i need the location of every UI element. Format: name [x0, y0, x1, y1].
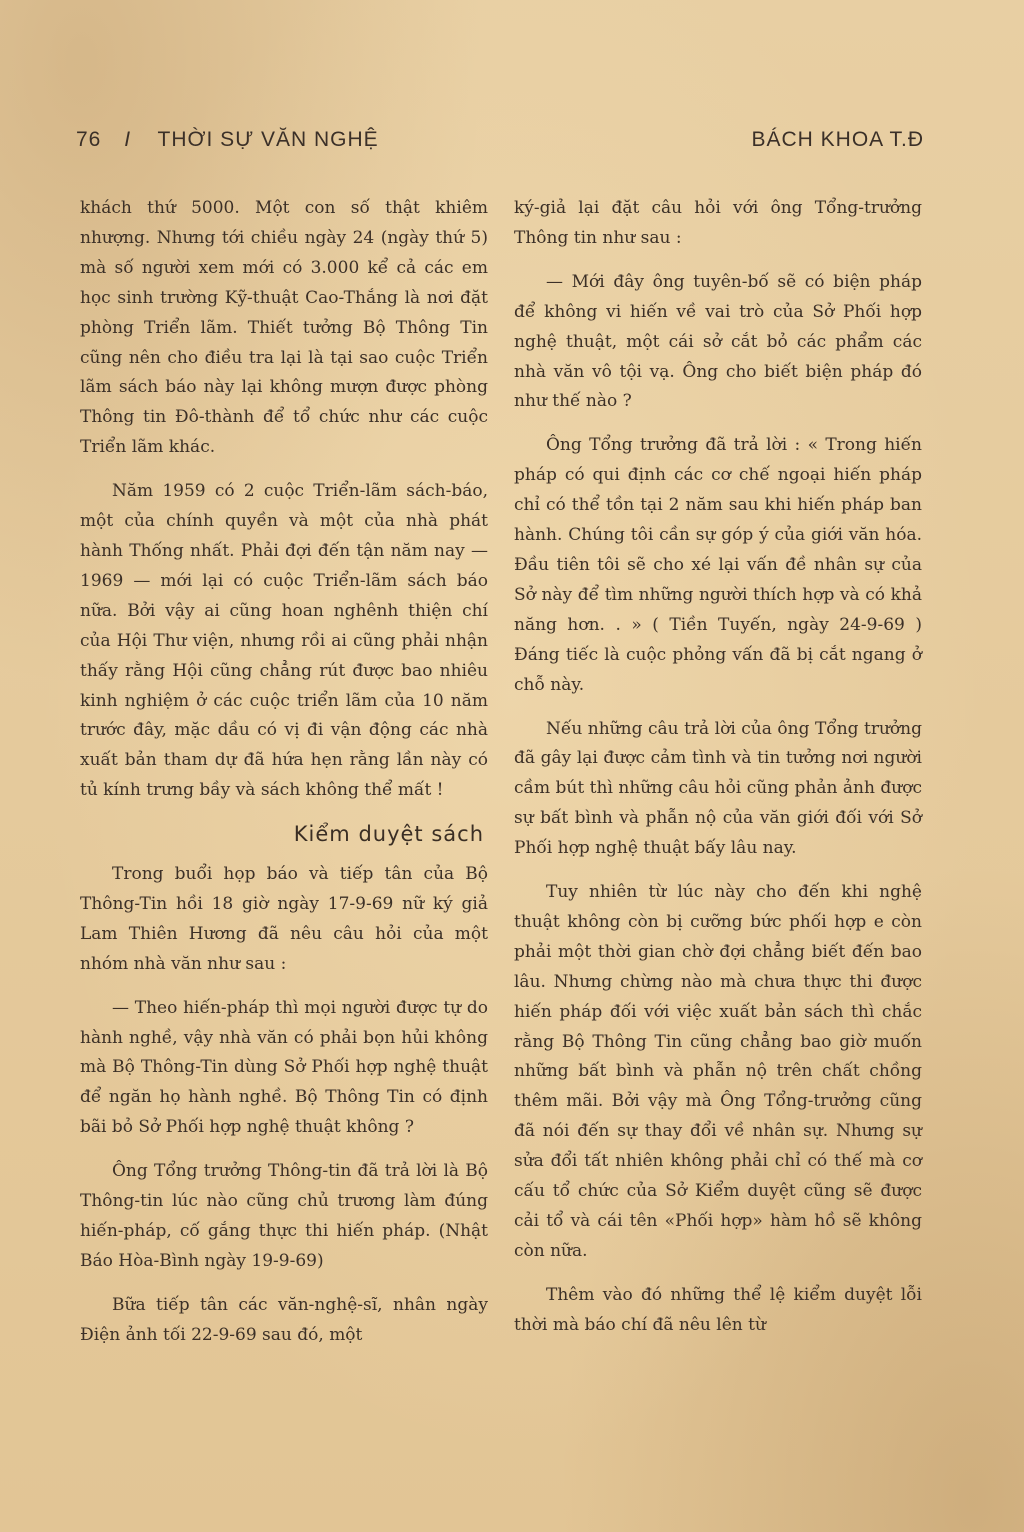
header-separator: I: [124, 128, 132, 151]
section-heading: Kiểm duyệt sách: [293, 822, 484, 847]
section-title: THỜI SỰ VĂN NGHỆ: [157, 128, 379, 151]
paragraph: khách thứ 5000. Một con số thật khiêm nhượng. Nhưng tới chiều ngày 24 (ngày thứ 5) mà số người xem mới có 3.000 kể cả các em học sinh trường Kỹ-thuật Cao-Thắng là nơi đặt phòng Triển lãm. Thiết tưởng Bộ Thông Tin cũng nên cho điều tra lại là tại sao cuộc Triển lãm sách báo này lại không mượn được phòng Thông tin Đô-thành để tổ chức như các cuộc Triển lãm khác.: [80, 198, 488, 458]
right-column: [514, 194, 922, 1341]
paragraph: Ông Tổng trưởng Thông-tin đã trả lời là Bộ Thông-tin lúc nào cũng chủ trương làm đúng hiến-pháp, cố gắng thực thi hiến pháp. (Nhật Báo Hòa-Bình ngày 19-9-69): [80, 1161, 488, 1271]
paragraph: Ông Tổng trưởng đã trả lời : « Trong hiến pháp có qui định các cơ chế ngoại hiến pháp chỉ có thể tồn tại 2 năm sau khi hiến pháp ban hành. Chúng tôi cần sự góp ý của giới văn hóa. Đầu tiên tôi sẽ cho xé lại vấn đề nhân sự của Sở này để tìm những người thích hợp và có khả năng hơn. . » ( Tiền Tuyến, ngày 24-9-69 ) Đáng tiếc là cuộc phỏng vấn đã bị cắt ngang ở chỗ này.: [514, 435, 922, 695]
paragraph: — Mới đây ông tuyên-bố sẽ có biện pháp để không vi hiến về vai trò của Sở Phối hợp nghệ thuật, một cái sở cắt bỏ các phẩm các nhà văn vô tội vạ. Ông cho biết biện pháp đó như thế nào ?: [514, 271, 922, 412]
header-left: [76, 128, 379, 152]
left-column: [80, 194, 488, 1351]
page-number: 76: [76, 128, 102, 151]
page-header: [76, 128, 924, 164]
paragraph: — Theo hiến-pháp thì mọi người được tự do hành nghề, vậy nhà văn có phải bọn hủi không mà Bộ Thông-Tin dùng Sở Phối hợp nghệ thuật để ngăn họ hành nghề. Bộ Thông Tin có định bãi bỏ Sở Phối hợp nghệ thuật không ?: [80, 997, 488, 1138]
paragraph: ký-giả lại đặt câu hỏi với ông Tổng-trưởng Thông tin như sau :: [514, 198, 922, 248]
paragraph: Tuy nhiên từ lúc này cho đến khi nghệ thuật không còn bị cưỡng bức phối hợp e còn phải một thời gian chờ đợi chẳng biết đến bao lâu. Nhưng chừng nào mà chưa thực thi được hiến pháp đối với việc xuất bản sách thì chắc rằng Bộ Thông Tin cũng chẳng bao giờ muốn những bất bình và phẫn nộ trên chất chồng thêm mãi. Bởi vậy mà Ông Tổng-trưởng cũng đã nói đến sự thay đổi về nhân sự. Nhưng sự sửa đổi tất nhiên không phải chỉ có thế mà cơ cấu tổ chức của Sở Kiểm duyệt cũng sẽ được cải tổ và cái tên «Phối hợp» hàm hồ sẽ không còn nữa.: [514, 882, 922, 1261]
paragraph: Bữa tiếp tân các văn-nghệ-sĩ, nhân ngày Điện ảnh tối 22-9-69 sau đó, một: [80, 1294, 488, 1345]
paragraph: Năm 1959 có 2 cuộc Triển-lãm sách-báo, một của chính quyền và một của nhà phát hành Thống nhất. Phải đợi đến tận năm nay — 1969 — mới lại có cuộc Triển-lãm sách báo nữa. Bởi vậy ai cũng hoan nghênh thiện chí của Hội Thư viện, nhưng rồi ai cũng phải nhận thấy rằng Hội cũng chẳng rút được bao nhiêu kinh nghiệm ở các cuộc triển lãm của 10 năm trước đây, mặc dầu có vị đi vận động các nhà xuất bản tham dự đã hứa hẹn rằng lần này có tủ kính trưng bầy và sách không thể mất !: [80, 481, 488, 801]
paragraph: Thêm vào đó những thể lệ kiểm duyệt lỗi thời mà báo chí đã nêu lên từ: [514, 1284, 922, 1335]
magazine-title: BÁCH KHOA T.Đ: [751, 128, 924, 151]
paragraph: Trong buổi họp báo và tiếp tân của Bộ Thông-Tin hồi 18 giờ ngày 17-9-69 nữ ký giả Lam Thiên Hương đã nêu câu hỏi của một nhóm nhà văn như sau :: [80, 864, 488, 974]
paragraph: Nếu những câu trả lời của ông Tổng trưởng đã gây lại được cảm tình và tin tưởng nơi người cầm bút thì những câu hỏi cũng phản ảnh được sự bất bình và phẫn nộ của văn giới đối với Sở Phối hợp nghệ thuật bấy lâu nay.: [514, 718, 922, 859]
